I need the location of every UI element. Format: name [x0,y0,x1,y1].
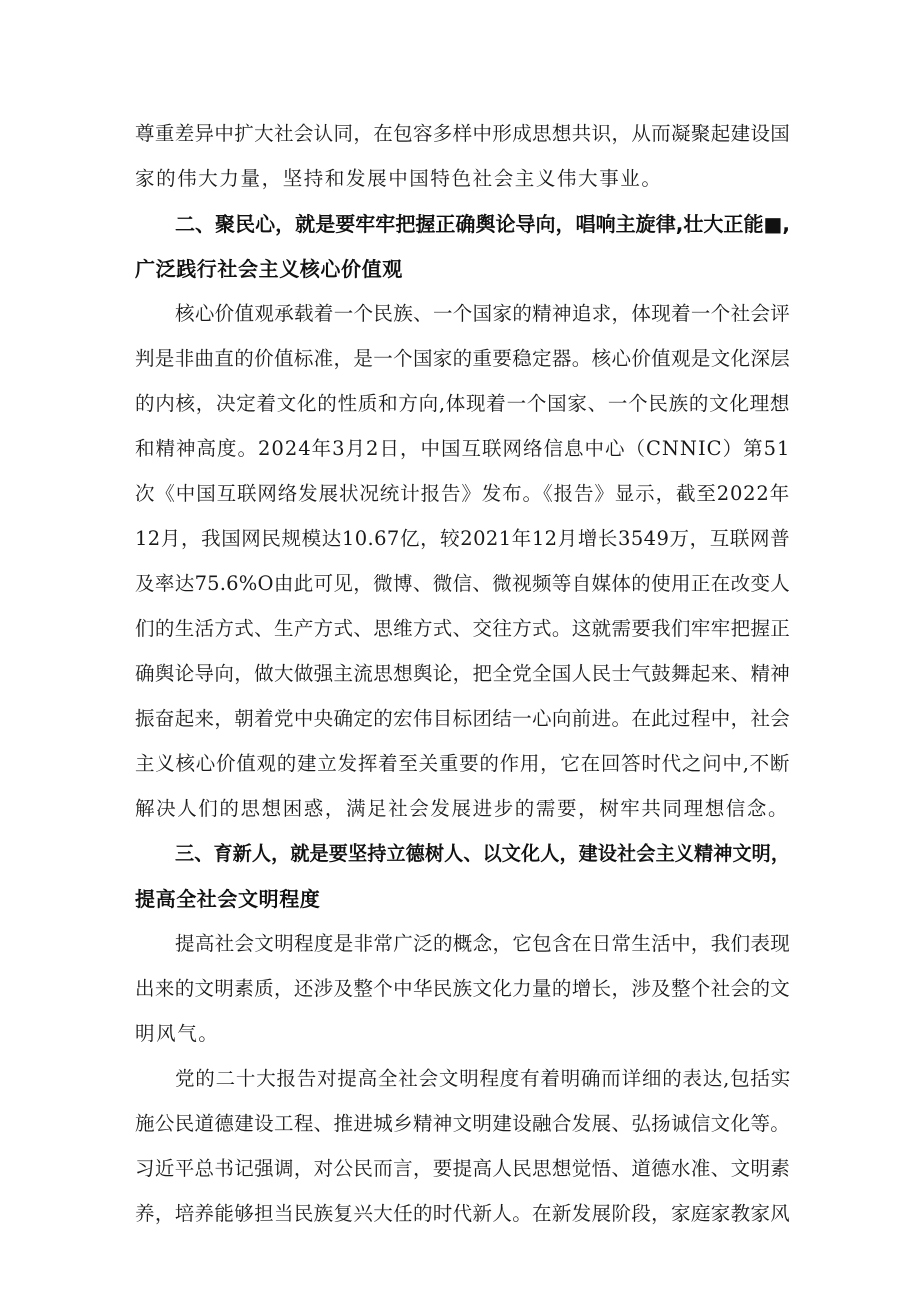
paragraph-line: 的内核，决定着文化的性质和方向,体现着一个国家、一个民族的文化理想 [135,392,790,415]
paragraph-line: 确舆论导向，做大做强主流思想舆论，把全党全国人民士气鼓舞起来、精神 [135,662,790,685]
paragraph-line: 提高社会文明程度是非常广泛的概念，它包含在日常生活中，我们表现 [175,932,790,955]
paragraph-line: 习近平总书记强调，对公民而言，要提高人民思想觉悟、道德水准、文明素 [135,1157,790,1180]
section-heading-line: 提高全社会文明程度 [135,887,321,911]
section-heading-line: 广泛践行社会主义核心价值观 [135,257,403,281]
paragraph-line: 及率达75.6%O由此可见，微博、微信、微视频等自媒体的使用正在改变人 [135,572,790,595]
paragraph-line: 核心价值观承载着一个民族、一个国家的精神追求，体现着一个社会评 [175,302,790,325]
paragraph-line: 养，培养能够担当民族复兴大任的时代新人。在新发展阶段，家庭家教家风 [135,1202,790,1225]
paragraph-line: 家的伟大力量，坚持和发展中国特色社会主义伟大事业。 [135,167,663,190]
paragraph-line: 党的二十大报告对提高全社会文明程度有着明确而详细的表达,包括实 [175,1067,791,1090]
paragraph-line: 出来的文明素质，还涉及整个中华民族文化力量的增长，涉及整个社会的文 [135,977,790,1000]
paragraph-line: 振奋起来，朝着党中央确定的宏伟目标团结一心向前进。在此过程中，社会 [135,707,790,730]
paragraph-line: 12月，我国网民规模达10.67亿，较2021年12月增长3549万，互联网普 [135,527,790,550]
paragraph-line: 尊重差异中扩大社会认同，在包容多样中形成思想共识，从而凝聚起建设国 [135,122,790,145]
paragraph-line: 施公民道德建设工程、推进城乡精神文明建设融合发展、弘扬诚信文化等。 [135,1112,790,1135]
paragraph-line: 们的生活方式、生产方式、思维方式、交往方式。这就需要我们牢牢把握正 [135,617,790,640]
paragraph-line: 主义核心价值观的建立发挥着至关重要的作用，它在回答时代之问中,不断 [135,752,790,775]
paragraph-line: 明风气。 [135,1022,220,1045]
section-heading-line: 三、育新人，就是要坚持立德树人、以文化人，建设社会主义精神文明， [175,842,790,865]
paragraph-line: 次《中国互联网络发展状况统计报告》发布。《报告》显示，截至2022年 [135,482,790,505]
paragraph-line: 判是非曲直的价值标准，是一个国家的重要稳定器。核心价值观是文化深层 [135,347,790,370]
paragraph-line: 和精神高度。2024年3月2日，中国互联网络信息中心（CNNIC）第51 [135,437,791,460]
section-heading-line: 二、聚民心，就是要牢牢把握正确舆论导向，唱响主旋律,壮大正能■, [175,212,790,236]
paragraph-line: 解决人们的思想困惑，满足社会发展进步的需要，树牢共同理想信念。 [135,797,790,820]
